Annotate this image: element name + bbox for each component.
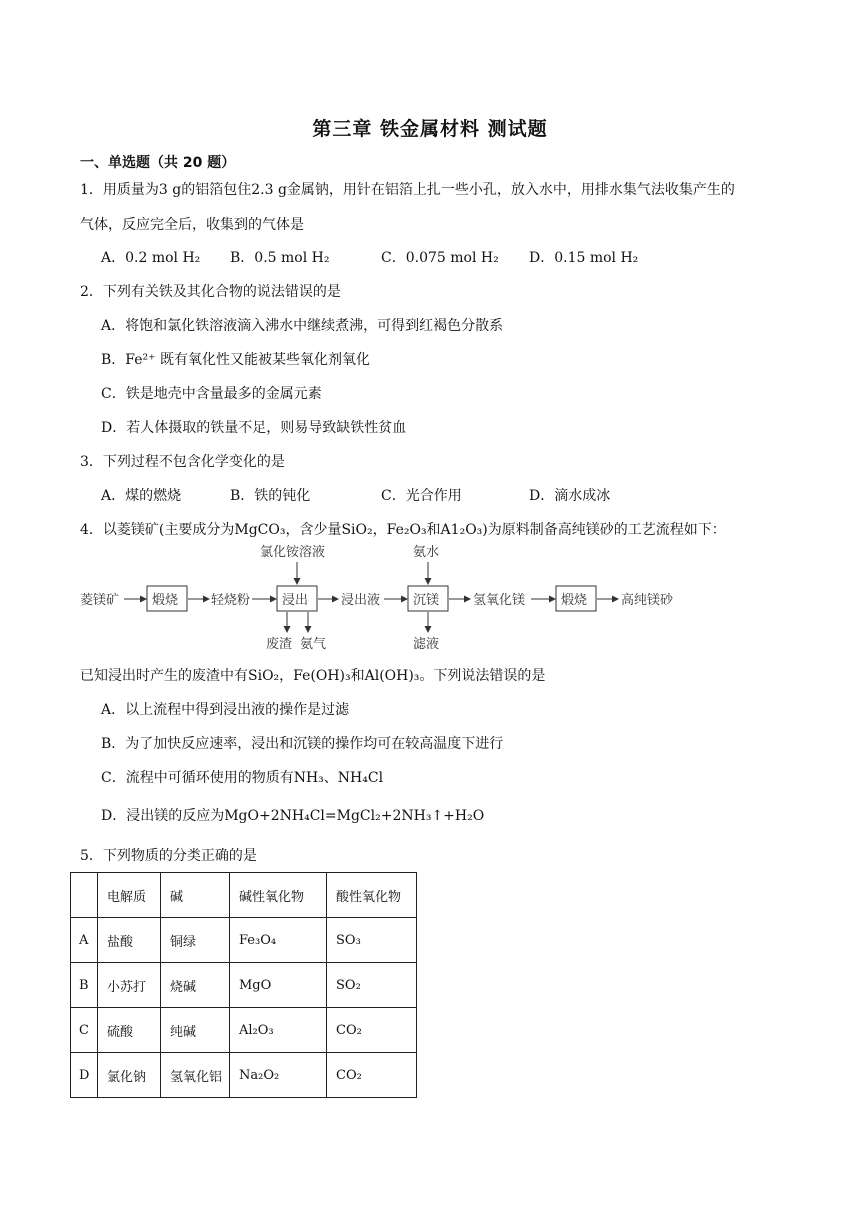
q2-option-a: A．将饱和氯化铁溶液滴入沸水中继续煮沸，可得到红褐色分散系 xyxy=(101,318,504,334)
q1-option-d: D．0.15 mol H₂ xyxy=(529,250,639,266)
flow-box-calcine-1-label: 煅烧 xyxy=(152,593,179,608)
flow-filtrate-label: 滤液 xyxy=(413,637,440,652)
q4-option-d: D．浸出镁的反应为MgO+2NH₄Cl=MgCl₂+2NH₃↑+H₂O xyxy=(101,808,485,824)
table-row xyxy=(71,1008,417,1053)
table-cell: 纯碱 xyxy=(161,1008,230,1053)
table-cell: A xyxy=(71,918,98,963)
q1-stem-line2: 气体，反应完全后，收集到的气体是 xyxy=(80,217,304,233)
table-cell: 盐酸 xyxy=(98,918,161,963)
table-cell: D xyxy=(71,1053,98,1098)
q4-stem: 4．以菱镁矿(主要成分为MgCO₃，含少量SiO₂，Fe₂O₃和A1₂O₃)为原料制备高纯镁砂的工艺流程如下： xyxy=(80,522,726,538)
table-cell: CO₂ xyxy=(327,1053,417,1098)
q1-option-b: B．0.5 mol H₂ xyxy=(230,250,330,266)
flow-reagent-ammonia-water: 氨水 xyxy=(413,545,440,560)
table-cell: CO₂ xyxy=(327,1008,417,1053)
q4-option-c: C．流程中可循环使用的物质有NH₃、NH₄Cl xyxy=(101,770,384,786)
q5-stem: 5．下列物质的分类正确的是 xyxy=(80,848,257,864)
flow-box-precipitate-label: 沉镁 xyxy=(413,593,440,608)
q4-info: 已知浸出时产生的废渣中有SiO₂，Fe(OH)₃和Al(OH)₃。下列说法错误的是 xyxy=(80,668,546,684)
classification-table xyxy=(70,872,417,1098)
q1-option-c: C．0.075 mol H₂ xyxy=(381,250,499,266)
flow-box-calcine-2-label: 煅烧 xyxy=(561,593,588,608)
table-cell: 小苏打 xyxy=(98,963,161,1008)
q3-stem: 3．下列过程不包含化学变化的是 xyxy=(80,454,285,470)
q3-option-b: B．铁的钝化 xyxy=(230,488,311,504)
flow-box-leach-label: 浸出 xyxy=(282,593,309,608)
page-title: 第三章 铁金属材料 测试题 xyxy=(312,118,548,140)
table-header-cell: 碱 xyxy=(161,873,230,918)
q3-option-a: A．煤的燃烧 xyxy=(101,488,182,504)
q4-option-a: A．以上流程中得到浸出液的操作是过滤 xyxy=(101,702,350,718)
q2-stem: 2．下列有关铁及其化合物的说法错误的是 xyxy=(80,284,341,300)
table-cell: Fe₃O₄ xyxy=(230,918,327,963)
section-heading: 一、单选题（共 20 题） xyxy=(80,155,236,171)
flow-leachate-label: 浸出液 xyxy=(341,593,381,608)
flow-light-powder-label: 轻烧粉 xyxy=(211,593,251,608)
flow-waste-residue-label: 废渣 xyxy=(266,637,293,652)
table-cell: C xyxy=(71,1008,98,1053)
table-cell: 硫酸 xyxy=(98,1008,161,1053)
table-cell: Na₂O₂ xyxy=(230,1053,327,1098)
flow-magnesium-hydroxide-label: 氢氧化镁 xyxy=(473,593,526,608)
q2-option-c: C．铁是地壳中含量最多的金属元素 xyxy=(101,386,322,402)
table-cell: Al₂O₃ xyxy=(230,1008,327,1053)
table-cell: 氯化钠 xyxy=(98,1053,161,1098)
q3-option-d: D．滴水成冰 xyxy=(529,488,611,504)
flow-ammonia-gas-label: 氨气 xyxy=(300,637,327,652)
process-flow-diagram xyxy=(80,542,720,654)
table-header-cell: 碱性氧化物 xyxy=(230,873,327,918)
q2-option-d: D．若人体摄取的铁量不足，则易导致缺铁性贫血 xyxy=(101,420,407,436)
q3-option-c: C．光合作用 xyxy=(381,488,462,504)
table-cell: 氢氧化铝 xyxy=(161,1053,230,1098)
q1-option-a: A．0.2 mol H₂ xyxy=(101,250,201,266)
table-header-row xyxy=(71,873,417,918)
q1-stem-line1: 1．用质量为3 g的铝箔包住2.3 g金属钠，用针在铝箔上扎一些小孔，放入水中，用排水集气法收集产生的 xyxy=(80,182,735,198)
table-header-cell: 酸性氧化物 xyxy=(327,873,417,918)
flow-start-label: 菱镁矿 xyxy=(80,593,120,608)
flow-end-label: 高纯镁砂 xyxy=(621,593,674,608)
table-cell: B xyxy=(71,963,98,1008)
q2-option-b: B．Fe²⁺ 既有氧化性又能被某些氧化剂氧化 xyxy=(101,352,370,368)
table-header-cell xyxy=(71,873,98,918)
table-row xyxy=(71,1053,417,1098)
flow-reagent-ammonium-chloride: 氯化铵溶液 xyxy=(260,545,326,560)
table-cell: 烧碱 xyxy=(161,963,230,1008)
table-row xyxy=(71,963,417,1008)
table-cell: SO₂ xyxy=(327,963,417,1008)
table-row xyxy=(71,918,417,963)
q4-option-b: B．为了加快反应速率，浸出和沉镁的操作均可在较高温度下进行 xyxy=(101,736,504,752)
table-header-cell: 电解质 xyxy=(98,873,161,918)
table-cell: MgO xyxy=(230,963,327,1008)
table-cell: SO₃ xyxy=(327,918,417,963)
table-cell: 铜绿 xyxy=(161,918,230,963)
